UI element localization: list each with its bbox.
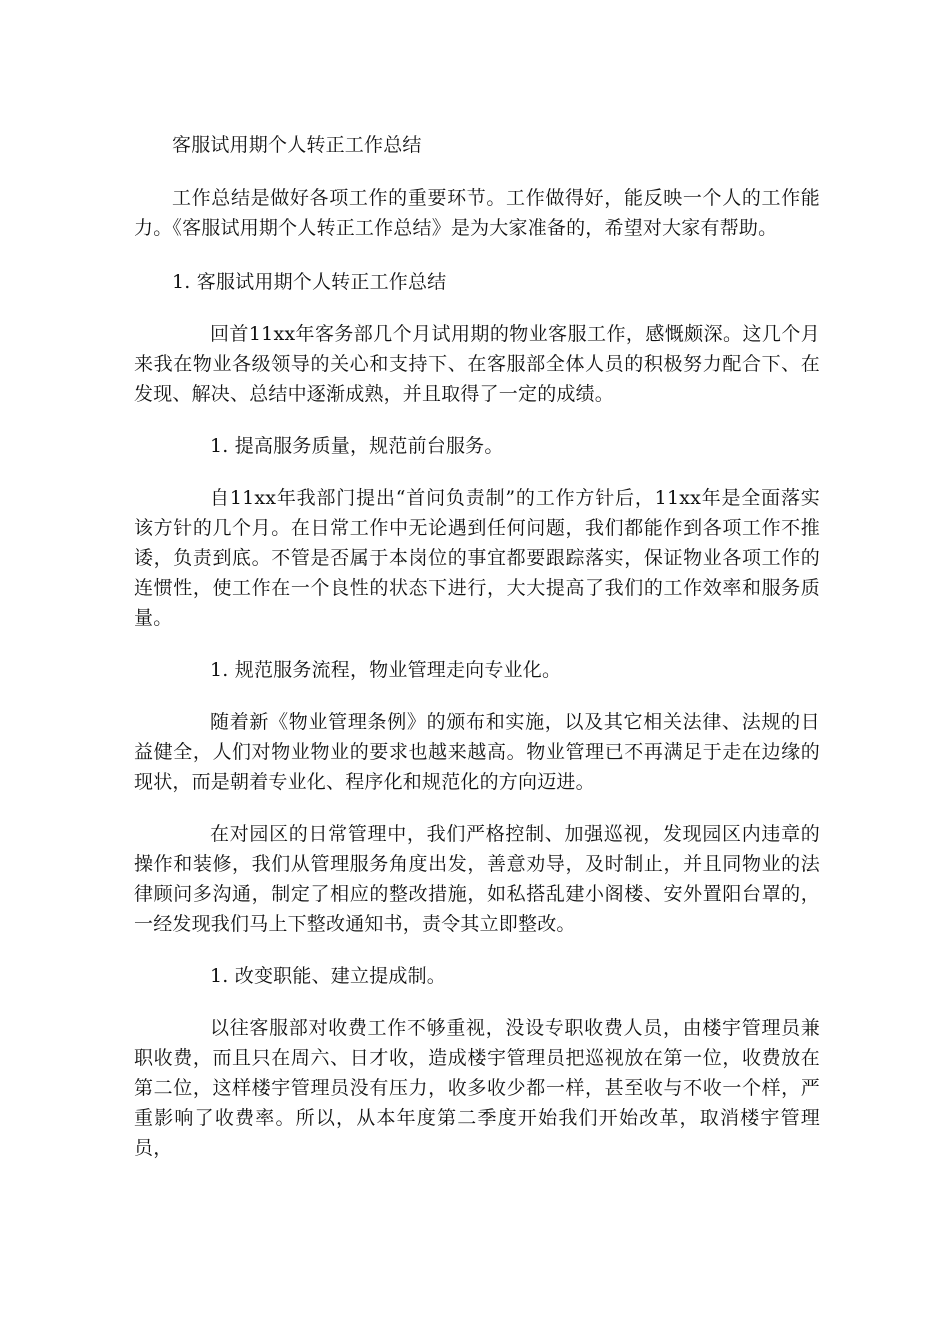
subheading-service-process: 1. 规范服务流程，物业管理走向专业化。 [210, 659, 562, 681]
section-heading: 1. 客服试用期个人转正工作总结 [172, 271, 447, 293]
body-paragraph: 自11xx年我部门提出“首问负责制”的工作方针后，11xx年是全面落实该方针的几个月。在日常工作中无论遇到任何问题，我们都能作到各项工作不推诿，负责到底。不管是否属于本岗位的事宜都要跟踪落实，保证物业各项工作的连惯性，使工作在一个良性的状态下进行，大大提高了我们的工作效率和服务质量。 [134, 487, 820, 629]
body-paragraph: 随着新《物业管理条例》的颁布和实施，以及其它相关法律、法规的日益健全，人们对物业物业的要求也越来越高。物业管理已不再满足于走在边缘的现状，而是朝着专业化、程序化和规范化的方向迈进。 [134, 711, 820, 793]
document-page [134, 130, 820, 1163]
subheading-commission-system: 1. 改变职能、建立提成制。 [210, 965, 446, 987]
body-paragraph: 回首11xx年客务部几个月试用期的物业客服工作，感慨颇深。这几个月来我在物业各级领导的关心和支持下、在客服部全体人员的积极努力配合下、在发现、解决、总结中逐渐成熟，并且取得了一定的成绩。 [134, 323, 820, 405]
intro-paragraph: 工作总结是做好各项工作的重要环节。工作做得好，能反映一个人的工作能力。《客服试用期个人转正工作总结》是为大家准备的，希望对大家有帮助。 [134, 187, 820, 239]
document-title: 客服试用期个人转正工作总结 [172, 134, 422, 156]
body-paragraph: 以往客服部对收费工作不够重视，没设专职收费人员，由楼宇管理员兼职收费，而且只在周六、日才收，造成楼宇管理员把巡视放在第一位，收费放在第二位，这样楼宇管理员没有压力，收多收少都一样，甚至收与不收一个样，严重影响了收费率。所以，从本年度第二季度开始我们开始改革，取消楼宇管理员， [134, 1017, 820, 1159]
subheading-service-quality: 1. 提高服务质量，规范前台服务。 [210, 435, 504, 457]
body-paragraph: 在对园区的日常管理中，我们严格控制、加强巡视，发现园区内违章的操作和装修，我们从管理服务角度出发，善意劝导，及时制止，并且同物业的法律顾问多沟通，制定了相应的整改措施，如私搭乱建小阁楼、安外置阳台罩的，一经发现我们马上下整改通知书，责令其立即整改。 [134, 823, 820, 935]
